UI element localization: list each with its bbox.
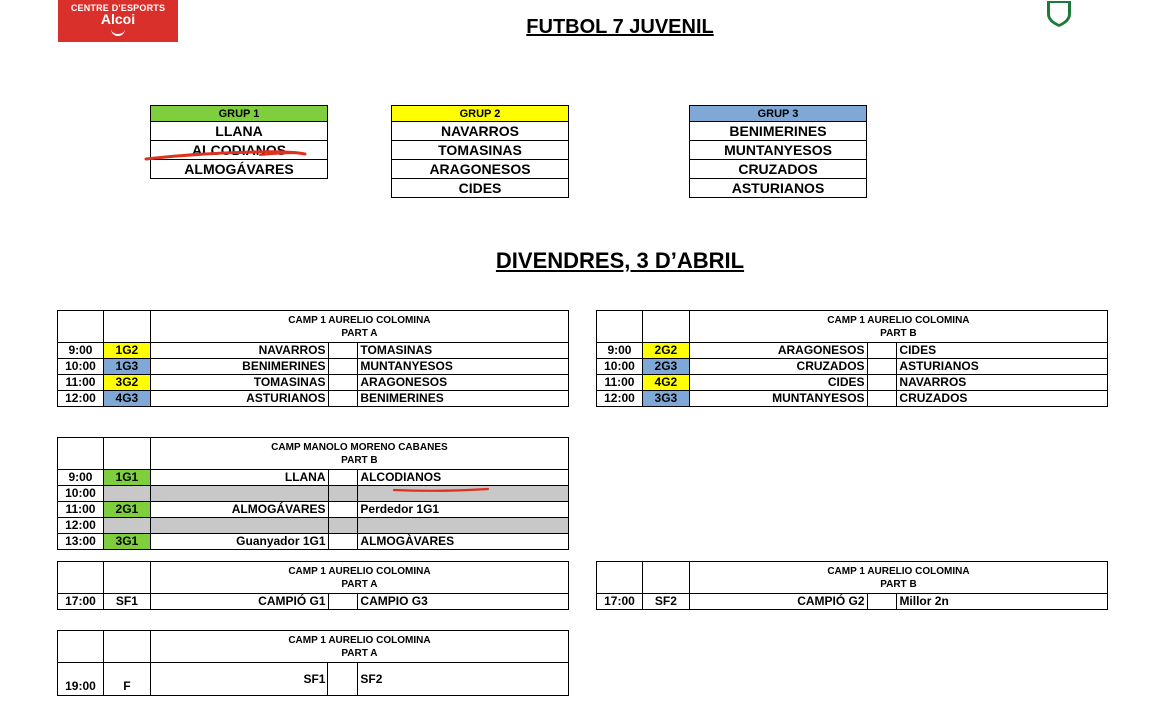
empty-cell (58, 631, 104, 663)
match-row (58, 391, 569, 407)
schedule-header (150, 438, 568, 470)
empty-cell (328, 518, 358, 534)
match-away: ALMOGÀVARES (358, 534, 569, 550)
schedule-header (689, 311, 1107, 343)
group-team: ARAGONESOS (392, 160, 569, 179)
match-home: TOMASINAS (150, 375, 328, 391)
match-row (597, 375, 1108, 391)
empty-cell (358, 518, 569, 534)
match-code: 1G1 (103, 470, 150, 486)
match-away: CAMPIO G3 (358, 594, 569, 610)
match-away: SF2 (358, 663, 569, 696)
group-header: GRUP 2 (392, 106, 569, 122)
group-team: BENIMERINES (690, 122, 867, 141)
match-time: 12:00 (58, 518, 104, 534)
match-row (597, 594, 1108, 610)
empty-cell (867, 594, 897, 610)
match-home: ALMOGÁVARES (150, 502, 328, 518)
empty-cell (150, 518, 328, 534)
match-away: NAVARROS (897, 375, 1108, 391)
venue-name: CAMP 1 AURELIO COLOMINA (288, 565, 431, 577)
match-home: ASTURIANOS (150, 391, 328, 407)
match-away: ASTURIANOS (897, 359, 1108, 375)
match-time: 12:00 (58, 391, 104, 407)
match-row (58, 594, 569, 610)
match-code: 3G1 (103, 534, 150, 550)
match-home: MUNTANYESOS (689, 391, 867, 407)
match-time: 9:00 (597, 343, 643, 359)
venue-part: PART A (341, 647, 378, 659)
match-code: 3G3 (642, 391, 689, 407)
match-home: ARAGONESOS (689, 343, 867, 359)
date-heading: DIVENDRES, 3 D’ABRIL (495, 248, 745, 273)
empty-cell (867, 343, 897, 359)
match-time: 19:00 (58, 663, 104, 696)
schedule-header (689, 562, 1107, 594)
empty-row (58, 518, 569, 534)
match-home: CAMPIÓ G2 (689, 594, 867, 610)
match-home: BENIMERINES (150, 359, 328, 375)
group-table-3 (689, 105, 867, 198)
centre-esports-logo (58, 0, 178, 42)
empty-cell (328, 663, 358, 696)
group-header: GRUP 1 (151, 106, 328, 122)
empty-cell (328, 594, 358, 610)
empty-cell (867, 391, 897, 407)
match-home: NAVARROS (150, 343, 328, 359)
match-away: MUNTANYESOS (358, 359, 569, 375)
empty-cell (58, 562, 104, 594)
shield-icon (1045, 0, 1073, 28)
group-team: CRUZADOS (690, 160, 867, 179)
empty-cell (103, 631, 150, 663)
group-team: MUNTANYESOS (690, 141, 867, 160)
venue-name: CAMP 1 AURELIO COLOMINA (288, 634, 431, 646)
match-home: Guanyador 1G1 (150, 534, 328, 550)
match-code: 2G2 (642, 343, 689, 359)
venue-part: PART B (341, 454, 378, 466)
match-away: CIDES (897, 343, 1108, 359)
empty-cell (328, 470, 358, 486)
match-time: 11:00 (597, 375, 643, 391)
match-away: BENIMERINES (358, 391, 569, 407)
group-table-2 (391, 105, 569, 198)
logo-line2: Alcoi (100, 11, 136, 27)
empty-cell (328, 534, 358, 550)
match-code: 2G3 (642, 359, 689, 375)
match-time: 12:00 (597, 391, 643, 407)
match-time: 9:00 (58, 470, 104, 486)
venue-name: CAMP 1 AURELIO COLOMINA (288, 314, 431, 326)
group-team: ALCODIANOS (151, 141, 328, 160)
match-row (58, 359, 569, 375)
empty-cell (150, 486, 328, 502)
group-team: TOMASINAS (392, 141, 569, 160)
empty-cell (103, 311, 150, 343)
venue-part: PART A (341, 327, 378, 339)
match-time: 10:00 (58, 486, 104, 502)
empty-cell (642, 311, 689, 343)
match-time: 10:00 (58, 359, 104, 375)
empty-cell (328, 359, 358, 375)
match-time: 10:00 (597, 359, 643, 375)
schedule-final (57, 630, 569, 696)
match-code: 1G3 (103, 359, 150, 375)
match-row (58, 502, 569, 518)
schedule-camp1-part-a (57, 310, 569, 407)
page-title: FUTBOL 7 JUVENIL (526, 16, 714, 38)
group-header: GRUP 3 (690, 106, 867, 122)
empty-cell (103, 438, 150, 470)
schedule-camp1-part-b (596, 310, 1108, 407)
group-team: CIDES (392, 179, 569, 198)
empty-cell (328, 375, 358, 391)
match-time: 11:00 (58, 502, 104, 518)
match-code: 4G3 (103, 391, 150, 407)
match-home: CRUZADOS (689, 359, 867, 375)
match-code: SF2 (642, 594, 689, 610)
match-away: TOMASINAS (358, 343, 569, 359)
match-row (597, 391, 1108, 407)
match-time: 17:00 (597, 594, 643, 610)
match-code: 4G2 (642, 375, 689, 391)
match-row (597, 359, 1108, 375)
match-time: 17:00 (58, 594, 104, 610)
empty-cell (597, 311, 643, 343)
group-team: ALMOGÁVARES (151, 160, 328, 179)
match-home: CIDES (689, 375, 867, 391)
empty-cell (58, 311, 104, 343)
schedule-header (150, 562, 568, 594)
empty-cell (328, 486, 358, 502)
red-underline-mark-group (140, 140, 320, 166)
match-time: 13:00 (58, 534, 104, 550)
match-code: 3G2 (103, 375, 150, 391)
empty-cell (103, 486, 150, 502)
empty-cell (642, 562, 689, 594)
match-code: 2G1 (103, 502, 150, 518)
empty-cell (867, 375, 897, 391)
empty-cell (103, 518, 150, 534)
empty-cell (328, 502, 358, 518)
schedule-header (150, 311, 568, 343)
logo-line1: CENTRE D'ESPORTS (70, 3, 166, 13)
match-away: ARAGONESOS (358, 375, 569, 391)
empty-cell (328, 391, 358, 407)
venue-name: CAMP 1 AURELIO COLOMINA (827, 565, 970, 577)
empty-cell (597, 562, 643, 594)
match-row (58, 534, 569, 550)
group-team: LLANA (151, 122, 328, 141)
empty-cell (328, 343, 358, 359)
venue-part: PART A (341, 578, 378, 590)
match-away: Perdedor 1G1 (358, 502, 569, 518)
match-row (58, 663, 569, 696)
match-row (58, 343, 569, 359)
empty-cell (58, 438, 104, 470)
match-code: SF1 (103, 594, 150, 610)
venue-part: PART B (880, 578, 917, 590)
match-away: Millor 2n (897, 594, 1108, 610)
group-team: NAVARROS (392, 122, 569, 141)
logo-smile-icon (111, 28, 125, 36)
match-code: F (103, 663, 150, 696)
match-home: CAMPIÓ G1 (150, 594, 328, 610)
match-code: 1G2 (103, 343, 150, 359)
empty-cell (103, 562, 150, 594)
red-underline-mark-schedule (390, 484, 500, 496)
schedule-header (150, 631, 568, 663)
match-row (597, 343, 1108, 359)
schedule-semifinal-2 (596, 561, 1108, 610)
match-time: 11:00 (58, 375, 104, 391)
match-home: LLANA (150, 470, 328, 486)
empty-cell (867, 359, 897, 375)
group-team: ASTURIANOS (690, 179, 867, 198)
schedule-semifinal-1 (57, 561, 569, 610)
venue-name: CAMP MANOLO MORENO CABANES (271, 441, 448, 453)
venue-part: PART B (880, 327, 917, 339)
match-row (58, 375, 569, 391)
match-time: 9:00 (58, 343, 104, 359)
match-away: CRUZADOS (897, 391, 1108, 407)
venue-name: CAMP 1 AURELIO COLOMINA (827, 314, 970, 326)
match-home: SF1 (150, 663, 328, 696)
match-away: ALCODIANOS (358, 470, 569, 486)
